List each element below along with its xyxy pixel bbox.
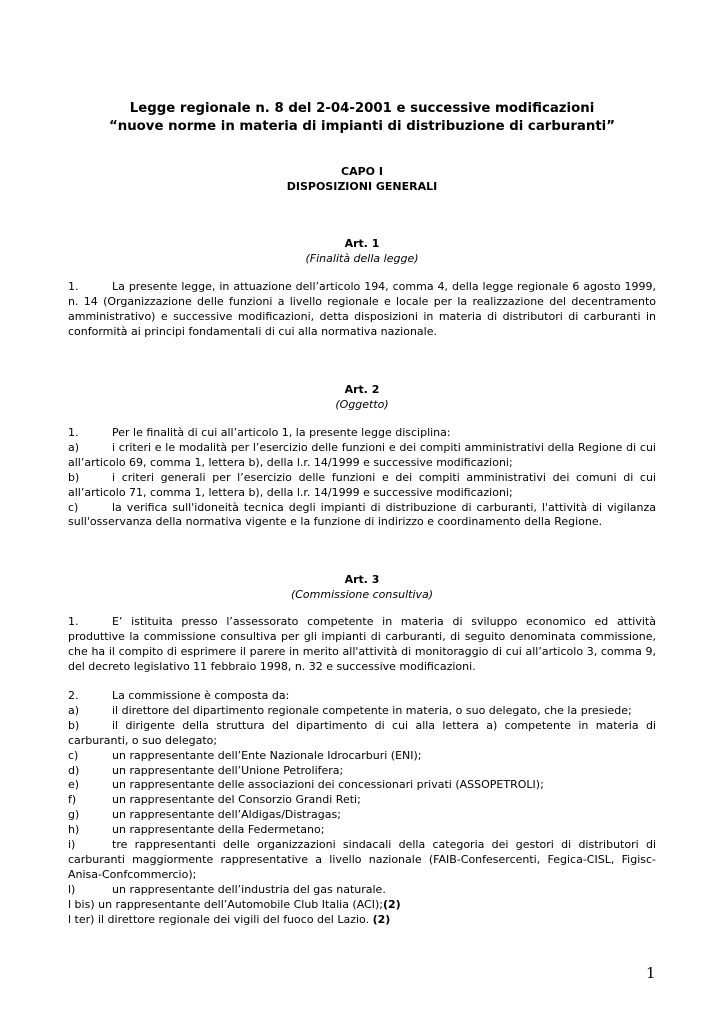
item-text: un rappresentante della Federmetano;	[112, 823, 325, 837]
item-text: La commissione è composta da:	[112, 689, 290, 702]
list-item-lbis	[68, 898, 656, 913]
item-marker: l)	[68, 882, 76, 896]
item-text: un rappresentante dell’industria del gas naturale.	[112, 882, 386, 896]
list-item	[68, 838, 656, 883]
item-text: il dirigente della struttura del dipartimento di cui alla lettera a) competente in materia di carburanti, o suo delegato;	[68, 718, 656, 747]
article-2-list	[68, 426, 656, 530]
list-item	[68, 883, 656, 898]
item-text: il direttore del dipartimento regionale competente in materia, o suo delegato, che la presiede;	[112, 703, 632, 717]
list-item	[68, 808, 656, 823]
article-1-number: Art. 1	[344, 237, 380, 250]
item-text: un rappresentante dell’Unione Petrolifera;	[112, 763, 344, 777]
article-3-number: Art. 3	[344, 573, 380, 586]
item-marker: 2.	[68, 689, 79, 702]
chapter-heading	[68, 164, 656, 194]
article-3-heading	[68, 572, 656, 602]
footnote-ref: (2)	[372, 912, 391, 926]
list-item	[68, 793, 656, 808]
article-3-paragraph-1	[68, 615, 656, 675]
item-marker: d)	[68, 763, 80, 777]
article-3-subtitle: (Commissione consultiva)	[290, 588, 434, 601]
item-marker: c)	[68, 500, 79, 514]
paragraph-text: La presente legge, in attuazione dell’articolo 194, comma 4, della legge regionale 6 agosto 1999, n. 14 (Organizzazione delle funzioni a livello regionale e locale per la realizzazione del decentramento amministrativo) e successive modificazioni, detta disposizioni in materia di distributori di carburanti in conformità ai principi fondamentali di cui alla normativa nazionale.	[68, 280, 656, 338]
article-1-paragraph-1	[68, 280, 656, 340]
item-marker: b)	[68, 470, 80, 484]
item-marker: c)	[68, 748, 79, 762]
item-marker: g)	[68, 808, 80, 822]
item-text: i criteri generali per l’esercizio delle funzioni e dei compiti amministrativi dei comuni di cui all’articolo 71, comma 1, lettera b), della l.r. 14/1999 e successive modificazioni;	[68, 470, 656, 499]
footnote-ref: (2)	[382, 897, 401, 911]
article-2-heading	[68, 382, 656, 412]
item-text: la verifica sull'idoneità tecnica degli impianti di distribuzione di carburanti, l'attività di vigilanza sull'osservanza della normativa vigente e la funzione di indirizzo e coordinamento della Regione.	[68, 500, 656, 529]
article-2-subtitle: (Oggetto)	[335, 398, 389, 411]
item-text: un rappresentante dell’Ente Nazionale Idrocarburi (ENI);	[112, 748, 422, 762]
item-text: tre rappresentanti delle organizzazioni sindacali della categoria dei gestori di distributori di carburanti maggiormente rappresentative a livello nazionale (FAIB-Confesercenti, Fegica-CISL, Figisc-Anisa-Confcommercio);	[68, 838, 656, 881]
list-item	[68, 749, 656, 764]
list-item	[68, 441, 656, 471]
page-number: 1	[646, 964, 656, 982]
item-marker: a)	[68, 703, 80, 717]
title-line-2: “nuove norme in materia di impianti di distribuzione di carburanti”	[109, 119, 615, 134]
list-item	[68, 764, 656, 779]
chapter-title: DISPOSIZIONI GENERALI	[286, 180, 438, 193]
item-marker: f)	[68, 793, 77, 807]
article-1-subtitle: (Finalità della legge)	[305, 252, 419, 265]
list-item	[68, 704, 656, 719]
list-item	[68, 719, 656, 749]
item-marker: h)	[68, 823, 80, 837]
article-1-heading	[68, 236, 656, 266]
item-marker: a)	[68, 440, 80, 454]
chapter-number: CAPO I	[341, 165, 383, 178]
item-text: i criteri e le modalità per l’esercizio delle funzioni e dei compiti amministrativi della Regione di cui all’articolo 69, comma 1, lettera b), della l.r. 14/1999 e successive modificazioni;	[68, 440, 656, 469]
article-3-list	[68, 689, 656, 928]
list-item	[68, 778, 656, 793]
article-2-number: Art. 2	[344, 383, 380, 396]
list-item	[68, 689, 656, 704]
item-text: un rappresentante del Consorzio Grandi Reti;	[112, 793, 361, 807]
paragraph-text: E’ istituita presso l’assessorato competente in materia di sviluppo economico ed attività produttive la commissione consultiva per gli impianti di carburanti, di seguito denominata commissione, che ha il compito di esprimere il parere in merito all'attività di monitoraggio di cui all’articolo 3, comma 9, del decreto legislativo 11 febbraio 1998, n. 32 e successive modificazioni.	[68, 615, 656, 673]
paragraph-marker: 1.	[68, 615, 79, 628]
item-marker: b)	[68, 718, 80, 732]
item-marker: e)	[68, 778, 80, 792]
item-text: un rappresentante delle associazioni dei concessionari privati (ASSOPETROLI);	[112, 778, 544, 792]
item-marker: 1.	[68, 426, 79, 439]
list-item	[68, 501, 656, 531]
list-item	[68, 471, 656, 501]
item-marker: i)	[68, 838, 76, 852]
item-text: l ter) il direttore regionale dei vigili del fuoco del Lazio.	[68, 912, 370, 926]
paragraph-marker: 1.	[68, 280, 79, 293]
item-text: l bis) un rappresentante dell’Automobile Club Italia (ACI);	[68, 897, 383, 911]
list-item-lter	[68, 913, 656, 928]
list-item	[68, 426, 656, 441]
item-text: Per le finalità di cui all’articolo 1, la presente legge disciplina:	[112, 426, 451, 439]
list-item	[68, 823, 656, 838]
title-line-1: Legge regionale n. 8 del 2-04-2001 e successive modificazioni	[129, 101, 595, 116]
document-title	[68, 100, 656, 136]
item-text: un rappresentante dell’Aldigas/Distragas;	[112, 808, 341, 822]
